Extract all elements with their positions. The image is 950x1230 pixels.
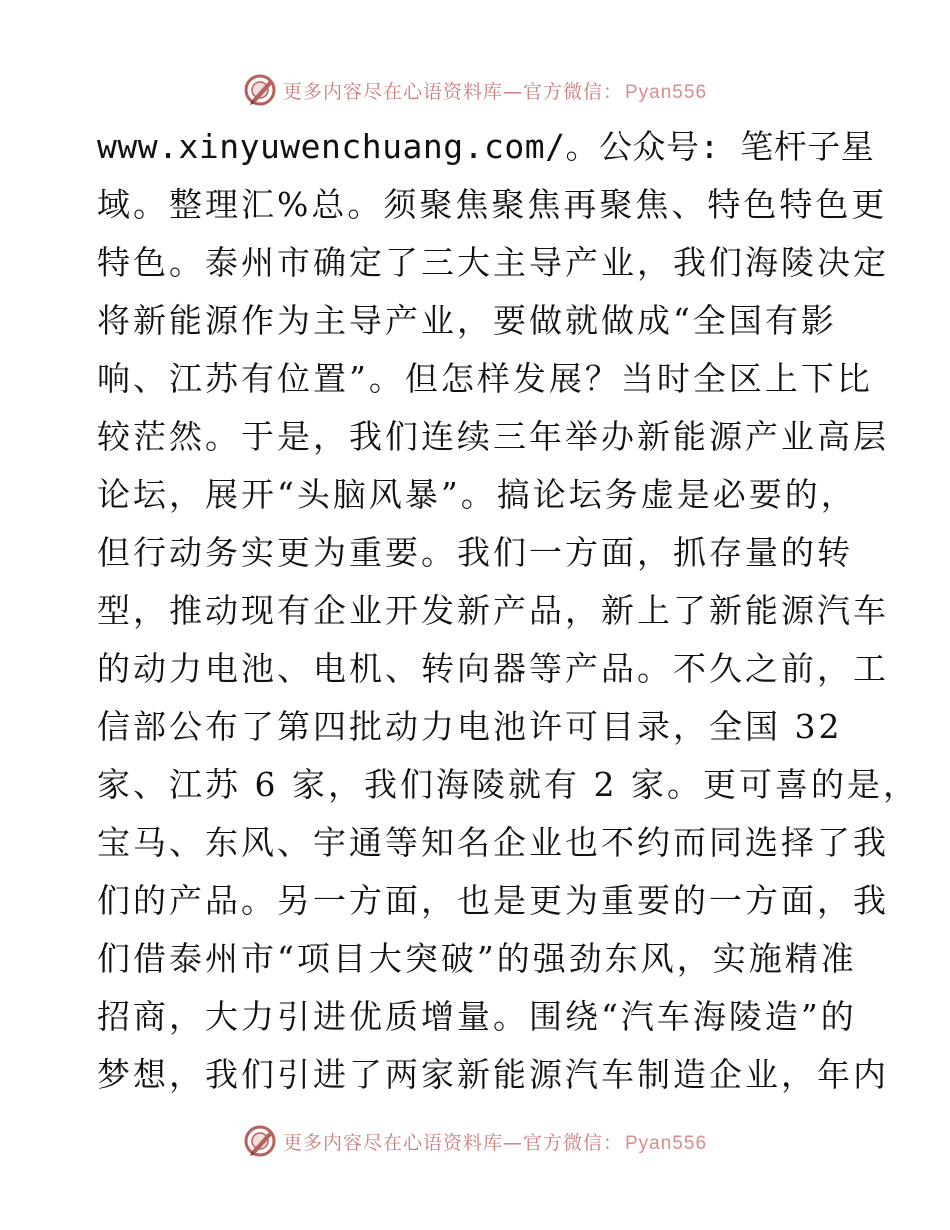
body-line: 型，推动现有企业开发新产品，新上了新能源汽车 — [97, 591, 889, 630]
pen-logo-icon — [243, 73, 277, 107]
body-line: 们的产品。另一方面，也是更为重要的一方面，我 — [97, 881, 889, 920]
footer-watermark-text — [283, 1128, 707, 1155]
body-line: 特色。泰州市确定了三大主导产业，我们海陵决定 — [97, 243, 889, 282]
body-line: 信部公布了第四批动力电池许可目录，全国 32 — [97, 707, 843, 746]
body-line: www.xinyuwenchuang.com/。公众号: 笔杆子星 — [97, 127, 875, 166]
body-line: 将新能源作为主导产业，要做就做成“全国有影 — [97, 301, 837, 340]
header-contact-label: 官方微信： — [522, 80, 623, 103]
body-line: 梦想，我们引进了两家新能源汽车制造企业，年内 — [97, 1055, 889, 1094]
body-line: 域。整理汇%总。须聚焦聚焦再聚焦、特色特色更 — [97, 185, 888, 224]
body-line: 的动力电池、电机、转向器等产品。不久之前，工 — [97, 649, 889, 688]
footer-brand-text: 更多内容尽在心语资料库 — [282, 1131, 503, 1154]
footer-watermark — [0, 1121, 950, 1161]
footer-separator: — — [502, 1131, 523, 1154]
body-line: 较茫然。于是，我们连续三年举办新能源产业高层 — [97, 417, 889, 456]
header-contact-id: Pyan556 — [625, 81, 708, 103]
header-watermark — [0, 70, 950, 110]
body-line: 但行动务实更为重要。我们一方面，抓存量的转 — [97, 533, 853, 572]
pen-logo-icon — [243, 1124, 277, 1158]
body-line: 宝马、东风、宇通等知名企业也不约而同选择了我 — [97, 823, 889, 862]
body-line: 们借泰州市“项目大突破”的强劲东风，实施精准 — [97, 939, 857, 978]
document-body — [97, 118, 919, 1104]
footer-contact-label: 官方微信： — [522, 1131, 623, 1154]
body-line: 响、江苏有位置”。但怎样发展？当时全区上下比 — [97, 359, 873, 398]
header-watermark-text — [283, 77, 707, 104]
body-line: 家、江苏 6 家，我们海陵就有 2 家。更可喜的是， — [97, 765, 919, 804]
footer-contact-id: Pyan556 — [625, 1132, 708, 1154]
header-separator: — — [502, 80, 523, 103]
header-brand-text: 更多内容尽在心语资料库 — [282, 80, 503, 103]
body-line: 论坛，展开“头脑风暴”。搞论坛务虚是必要的， — [97, 475, 857, 514]
body-line: 招商，大力引进优质增量。围绕“汽车海陵造”的 — [97, 997, 857, 1036]
